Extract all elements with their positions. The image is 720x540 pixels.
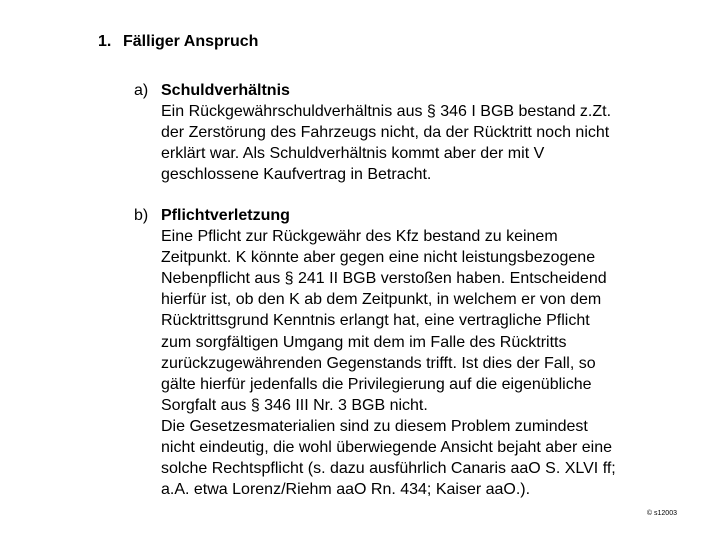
text-line: solche Rechtspflicht (s. dazu ausführlich Canaris aaO S. XLVI ff;	[161, 460, 616, 478]
text-line: Zeitpunkt. K könnte aber gegen eine nicht leistungsbezogene	[161, 249, 596, 267]
heading-title: Fälliger Anspruch	[123, 33, 259, 50]
text-line: geschlossene Kaufvertrag in Betracht.	[161, 166, 432, 184]
text-line: hierfür ist, ob den K ab dem Zeitpunkt, in welchem er von dem	[161, 291, 602, 309]
subsection-body	[161, 80, 691, 185]
text-line: zurückzugewährenden Gegenstands trifft. Ist dies der Fall, so	[161, 354, 596, 372]
text-line: Eine Pflicht zur Rückgewähr des Kfz bestand zu keinem	[161, 228, 558, 246]
subsection-title: Pflichtverletzung	[161, 207, 290, 224]
heading-number: 1.	[98, 33, 112, 50]
subsection-marker: a)	[134, 82, 149, 99]
text-line: Ein Rückgewährschuldverhältnis aus § 346 I BGB bestand z.Zt.	[161, 103, 612, 121]
subsection-marker: b)	[134, 207, 149, 224]
text-line: Sorgfalt aus § 346 III Nr. 3 BGB nicht.	[161, 396, 428, 414]
text-line: a.A. etwa Lorenz/Riehm aaO Rn. 434; Kaiser aaO.).	[161, 481, 531, 499]
text-line: Rücktrittsgrund Kenntnis erlangt hat, eine vertragliche Pflicht	[161, 312, 590, 330]
subsection-body	[161, 205, 691, 500]
text-line: Die Gesetzesmaterialien sind zu diesem Problem zumindest	[161, 417, 588, 435]
text-line: erklärt war. Als Schuldverhältnis kommt aber der mit V	[161, 145, 545, 163]
text-line: nicht eindeutig, die wohl überwiegende Ansicht bejaht aber eine	[161, 439, 612, 457]
text-line: Nebenpflicht aus § 241 II BGB verstoßen haben. Entscheidend	[161, 270, 607, 288]
text-line: zum sorgfältigen Umgang mit dem im Falle des Rücktritts	[161, 333, 567, 351]
subsection-title: Schuldverhältnis	[161, 82, 290, 99]
text-line: der Zerstörung des Fahrzeugs nicht, da der Rücktritt noch nicht	[161, 124, 610, 142]
text-line: gälte hierfür jedenfalls die Privilegierung auf die eigenübliche	[161, 375, 592, 393]
section-heading	[98, 31, 258, 53]
copyright-notice: © s12003	[646, 510, 677, 517]
